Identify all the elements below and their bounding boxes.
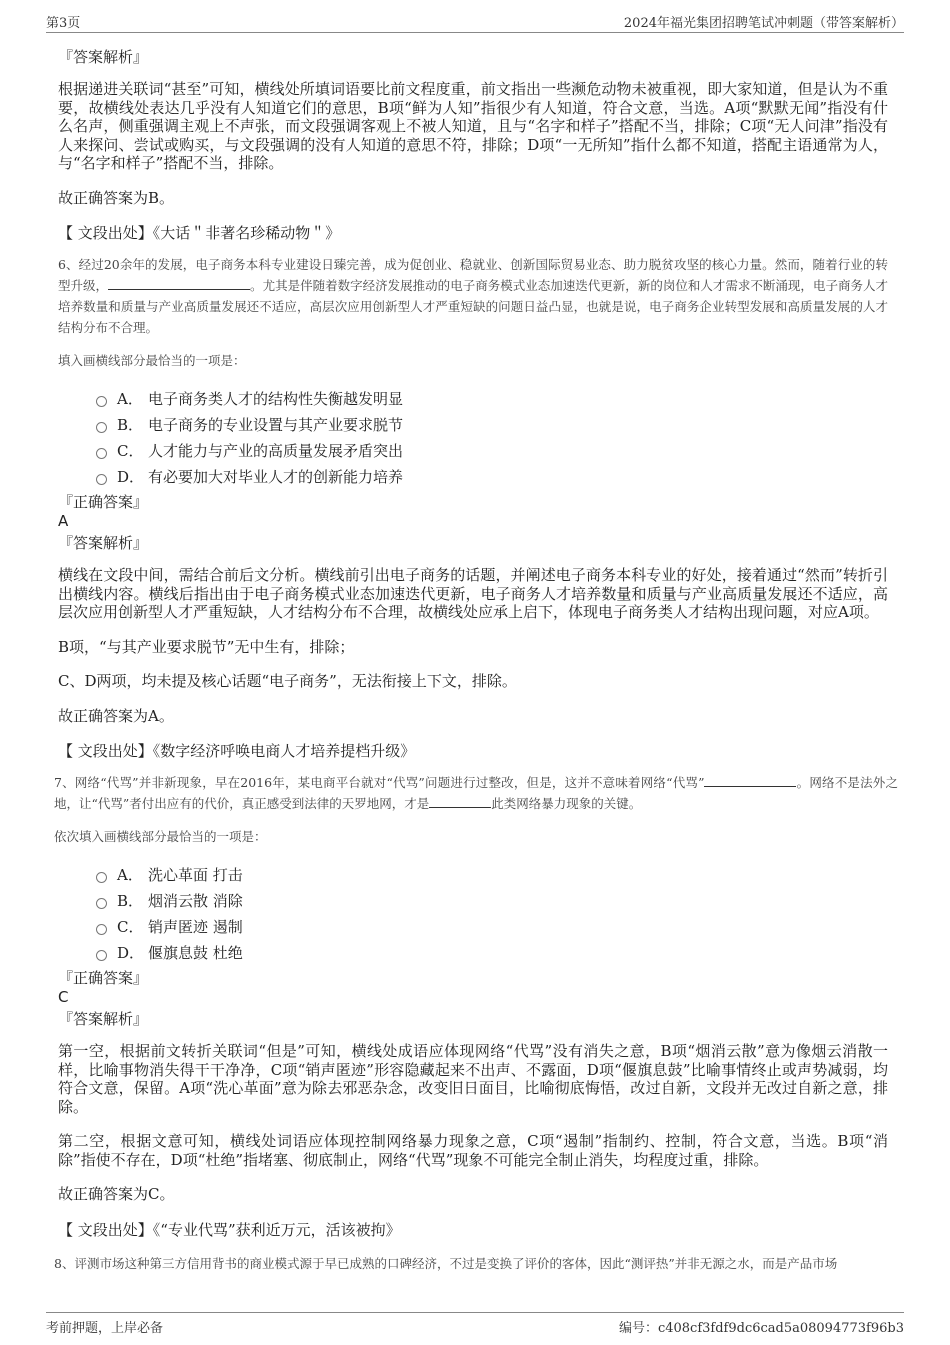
question-6-stem [58,254,888,338]
source-title: 《数字经济呼唤电商人才培养提档升级》 [152,742,416,760]
page-header [46,12,904,33]
analysis-paragraph: 横线在文段中间，需结合前后文分析。横线前引出电子商务的话题，并阐述电子商务本科专业的好处，接着通过“然而”转折引出横线内容。横线后指出由于电子商务模式业态加速迭代更新，电子商务人才培养数量和质量与产业高质量发展还不适应，高层次应用创新型人才严重短缺，人才结构分布不合理，故横线处应承上启下，体现电子商务类人才结构出现问题，对应A项。 [58,566,888,621]
option-text: 电子商务类人才的结构性失衡越发明显 [148,389,404,408]
radio-icon[interactable] [96,448,107,459]
option-text: 人才能力与产业的高质量发展矛盾突出 [148,441,404,460]
source-label: 【 文段出处】 [58,1220,153,1239]
correct-answer-label: 『正确答案』 [58,969,149,987]
radio-icon[interactable] [96,422,107,433]
radio-icon[interactable] [96,474,107,485]
correct-answer-label: 『正确答案』 [58,493,149,511]
analysis-conclusion: 故正确答案为B。 [58,188,175,207]
analysis-paragraph: 第二空，根据文意可知，横线处词语应体现控制网络暴力现象之意，C项“遏制”指制约、控制，符合文意，当选。B项“消除”指使不存在，D项“杜绝”指堵塞、彻底制止，网络“代骂”现象不可能完全制止消失，均程度过重，排除。 [58,1132,888,1169]
document-id: 编号：c408cf3fdf9dc6cad5a08094773f96b3 [618,1321,904,1336]
question-stem-part: 6、经过20余年的发展，电子商务本科专业建设日臻完善，成为促创业、稳就业、创新国际贸易业态、助力脱贫攻坚的核心力量。然而，随着行业的转型升级， [58,257,888,293]
analysis-paragraph: C、D两项，均未提及核心话题“电子商务”，无法衔接上下文，排除。 [58,672,517,690]
option-text: 电子商务的专业设置与其产业要求脱节 [148,415,404,434]
option-text: 烟消云散 消除 [148,891,243,910]
radio-icon[interactable] [96,872,107,883]
analysis-label: 『答案解析』 [58,534,149,552]
analysis-paragraph: 第一空，根据前文转折关联词“但是”可知，横线处成语应体现网络“代骂”没有消失之意，B项“烟消云散”意为像烟云消散一样，比喻事物消失得干干净净，C项“销声匿迹”形容隐藏起来不出声、不露面，D项“偃旗息鼓”比喻事情终止或声势减弱，均符合文意，保留。A项“洗心革面”意为除去邪恶杂念，改变旧日面目，比喻彻底悔悟，改过自新，文段并无改过自新之意，排除。 [58,1042,888,1116]
option-letter: C． [117,917,144,936]
question-stem-part: 。尤其是伴随着数字经济发展推动的电子商务模式业态加速迭代更新，新的岗位和人才需求不断涌现，电子商务人才培养数量和质量与产业高质量发展还不适应，高层次应用创新型人才严重短缺的问题日益凸显，也就是说，电子商务企业转型发展和高质量发展的人才结构分布不合理。 [58,278,888,335]
radio-icon[interactable] [96,898,107,909]
option-c[interactable] [58,913,888,939]
correct-answer: C [58,988,69,1006]
option-text: 偃旗息鼓 杜绝 [148,943,243,962]
option-list [58,861,888,965]
option-b[interactable] [58,887,888,913]
option-d[interactable] [58,939,888,965]
source-label: 【 文段出处】 [58,224,153,242]
analysis-label: 『答案解析』 [58,48,149,66]
radio-icon[interactable] [96,924,107,935]
option-list [58,385,888,489]
option-text: 洗心革面 打击 [148,865,243,884]
correct-answer: A [58,512,69,530]
fill-blank [108,275,250,290]
analysis-paragraph: B项，“与其产业要求脱节”无中生有，排除； [58,637,355,656]
option-b[interactable] [58,411,888,437]
document-title: 2024年福光集团招聘笔试冲刺题（带答案解析） [623,16,904,31]
option-letter: D． [117,467,145,486]
question-8-stem: 8、评测市场这种第三方信用背书的商业模式源于早已成熟的口碑经济，不过是变换了评价的客体，因此“测评热”并非无源之水，而是产品市场 [54,1255,838,1271]
footer-slogan: 考前押题，上岸必备 [46,1321,164,1336]
option-text: 有必要加大对毕业人才的创新能力培养 [148,467,404,486]
option-letter: C． [117,441,144,460]
source-label: 【 文段出处】 [58,742,153,760]
option-text: 销声匿迹 遏制 [148,917,243,936]
option-letter: A． [117,389,143,408]
option-letter: B． [117,415,144,434]
radio-icon[interactable] [96,950,107,961]
page-number: 第3页 [46,16,81,31]
source-title: 《“专业代骂”获利近万元，活该被拘》 [152,1220,401,1239]
question-stem-part: 。网络不是法外之地，让“代骂”者付出应有的代价，真正感受到法律的天罗地网，才是 [54,775,898,811]
question-prompt: 依次填入画横线部分最恰当的一项是： [54,829,267,844]
analysis-paragraph: 根据递进关联词“甚至”可知，横线处所填词语要比前文程度重，前文指出一些濒危动物未被重视，即大家知道，但是认为不重要，故横线处表达几乎没有人知道它们的意思，B项“鲜为人知”指很少有人知道，符合文意，当选。A项“默默无闻”指没有什么名声，侧重强调主观上不声张，而文段强调客观上不被人知道，且与“名字和样子”搭配不当，排除；C项“无人问津”指没有人来探问、尝试或购买，与文段强调的没有人知道的意思不符，排除；D项“一无所知”指什么都不知道，搭配主语通常为人，与“名字和样子”搭配不当，排除。 [58,80,888,172]
option-a[interactable] [58,385,888,411]
question-7-stem [54,772,898,814]
analysis-label: 『答案解析』 [58,1010,149,1028]
radio-icon[interactable] [96,396,107,407]
page-footer [46,1312,904,1335]
option-letter: B． [117,891,144,910]
fill-blank [704,772,796,787]
option-c[interactable] [58,437,888,463]
option-letter: A． [117,865,143,884]
analysis-conclusion: 故正确答案为C。 [58,1185,175,1203]
question-prompt: 填入画横线部分最恰当的一项是： [58,353,246,368]
fill-blank [429,793,491,808]
option-a[interactable] [58,861,888,887]
question-stem-part: 此类网络暴力现象的关键。 [491,796,642,811]
question-stem-part: 7、网络“代骂”并非新现象，早在2016年，某电商平台就对“代骂”问题进行过整改，但是，这并不意味着网络“代骂” [54,775,705,790]
analysis-conclusion: 故正确答案为A。 [58,706,174,725]
option-d[interactable] [58,463,888,489]
page-content [54,46,898,1274]
option-letter: D． [117,943,145,962]
source-title: 《大话＂非著名珍稀动物＂》 [152,224,341,242]
